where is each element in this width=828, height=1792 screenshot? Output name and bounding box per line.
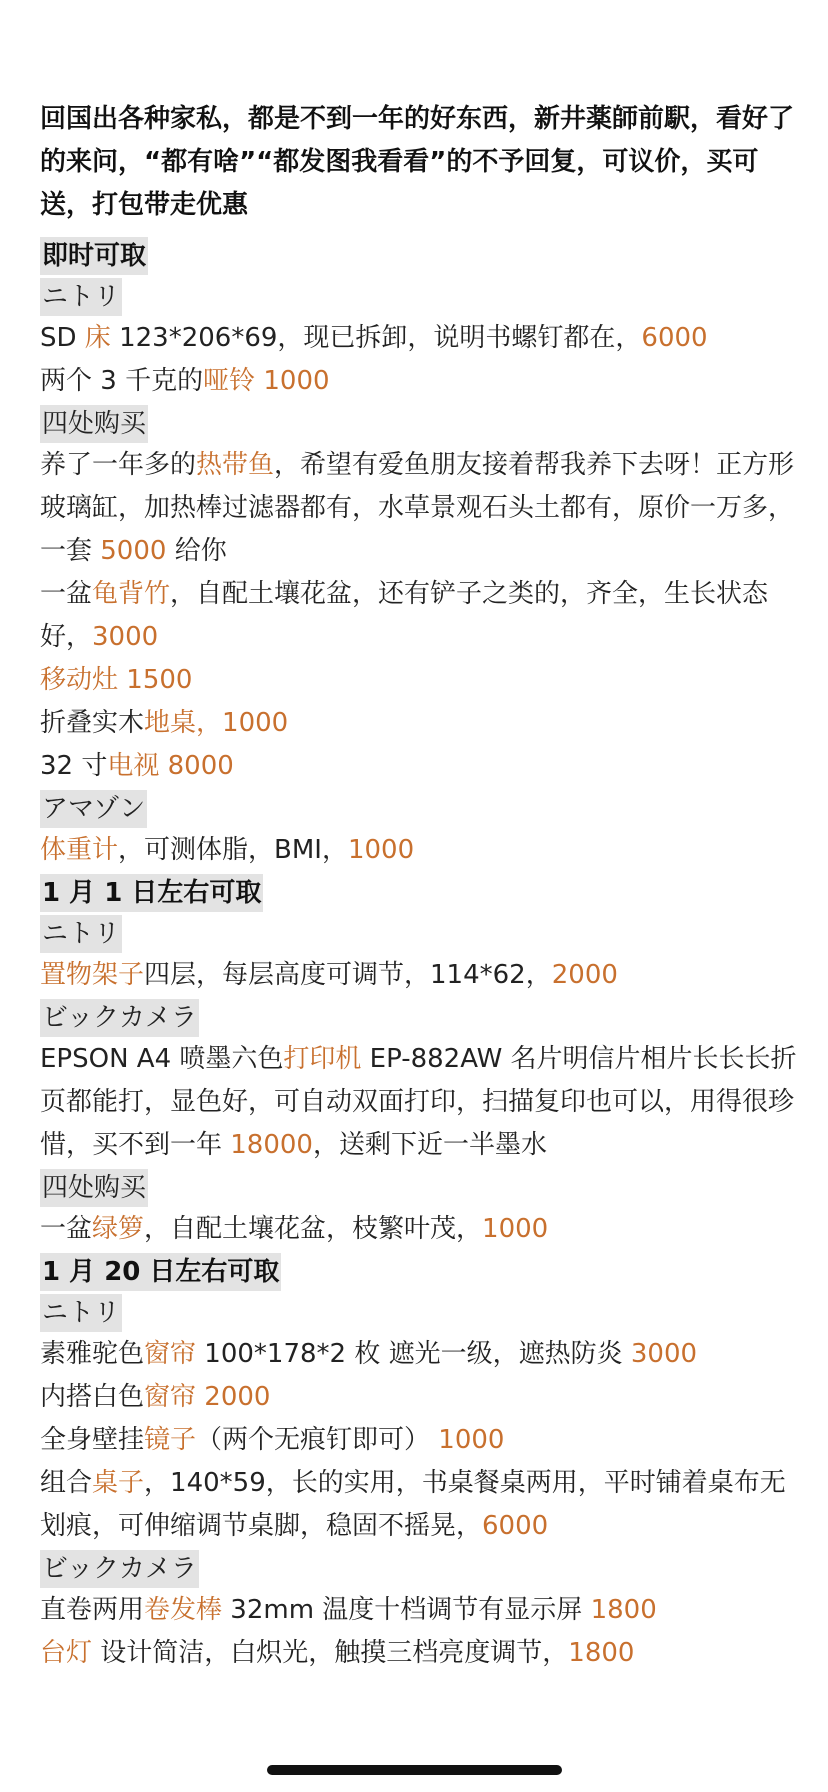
- intro-text: 回国出各种家私，都是不到一年的好东西，新井薬師前駅，看好了的来问，“都有啥”“都发图我看看”的不予回复，可议价，买可送，打包带走优惠: [40, 104, 795, 220]
- item-text: 给你: [166, 536, 227, 566]
- item-text: （两个无痕钉即可）: [196, 1425, 439, 1455]
- list-item: [40, 573, 800, 659]
- section-heading: 即时可取: [40, 237, 148, 275]
- highlighted-text: 热带鱼: [196, 450, 275, 480]
- item-text: 折叠实木: [40, 708, 145, 738]
- highlighted-text: 2000: [551, 960, 618, 990]
- item-text: 32mm 温度十档调节有显示屏: [222, 1595, 591, 1625]
- list-item: [40, 1589, 800, 1632]
- highlighted-text: 1800: [568, 1638, 635, 1668]
- item-text: ，自配土壤花盆，还有铲子之类的，齐全，生长状态好，: [40, 579, 769, 652]
- item-text: 一盆: [40, 579, 93, 609]
- highlighted-text: 桌子: [92, 1468, 145, 1498]
- list-item: [40, 829, 800, 872]
- highlighted-text: 18000: [230, 1130, 313, 1160]
- item-text: ，可测体脂，BMI，: [118, 835, 348, 865]
- store-label: ニトリ: [40, 1294, 122, 1332]
- sections-list: [40, 235, 800, 1675]
- item-text: 两个 3 千克的: [40, 366, 204, 396]
- highlighted-text: 1000: [222, 708, 289, 738]
- item-text: EP-882AW 名片明信片相片长长长折页都能打，显色好，可自动双面打印，扫描复印也可以，用得很珍惜，买不到一年: [40, 1044, 797, 1160]
- list-item: [40, 1376, 800, 1419]
- section: [40, 872, 800, 1251]
- highlighted-text: 置物架子: [40, 960, 145, 990]
- store-label: ビックカメラ: [40, 999, 199, 1037]
- item-text: 内搭白色: [40, 1382, 145, 1412]
- highlighted-text: 床: [84, 323, 111, 353]
- highlighted-text: 3000: [630, 1339, 698, 1369]
- highlighted-text: 1000: [438, 1425, 505, 1455]
- list-item: [40, 1419, 800, 1462]
- highlighted-text: 镜子: [144, 1425, 197, 1455]
- listing-post: [40, 98, 800, 1675]
- list-item: [40, 317, 800, 360]
- highlighted-text: 1500: [126, 665, 193, 695]
- highlighted-text: 移动灶: [40, 665, 119, 695]
- store-label: ビックカメラ: [40, 1550, 199, 1588]
- highlighted-text: 绿箩: [92, 1214, 145, 1244]
- highlighted-text: 3000: [92, 622, 159, 652]
- store-label: ニトリ: [40, 278, 122, 316]
- item-text: 一盆: [40, 1214, 93, 1244]
- item-text: [159, 751, 167, 781]
- section: [40, 235, 800, 872]
- highlighted-text: 台灯: [40, 1638, 93, 1668]
- item-text: ，140*59，长的实用，书桌餐桌两用，平时铺着桌布无划痕，可伸缩调节桌脚，稳固不摇晃，: [40, 1468, 786, 1541]
- highlighted-text: 窗帘: [144, 1382, 197, 1412]
- highlighted-text: 哑铃: [203, 366, 256, 396]
- highlighted-text: 打印机: [283, 1044, 362, 1074]
- section: [40, 1251, 800, 1675]
- list-item: [40, 954, 800, 997]
- item-text: SD: [40, 323, 85, 353]
- store-label: ニトリ: [40, 915, 122, 953]
- highlighted-text: 6000: [641, 323, 708, 353]
- highlighted-text: 电视: [107, 751, 160, 781]
- highlighted-text: 2000: [204, 1382, 271, 1412]
- highlighted-text: 5000: [100, 536, 167, 566]
- item-text: 32 寸: [40, 751, 108, 781]
- highlighted-text: 窗帘: [144, 1339, 197, 1369]
- section-heading: 1 月 1 日左右可取: [40, 874, 263, 912]
- highlighted-text: 1000: [263, 366, 330, 396]
- item-text: 123*206*69，现已拆卸，说明书螺钉都在，: [110, 323, 642, 353]
- item-text: EPSON A4 喷墨六色: [40, 1044, 284, 1074]
- list-item: [40, 702, 800, 745]
- item-text: 直卷两用: [40, 1595, 145, 1625]
- item-text: 全身壁挂: [40, 1425, 145, 1455]
- highlighted-text: 体重计: [40, 835, 119, 865]
- highlighted-text: 1000: [482, 1214, 549, 1244]
- list-item: [40, 1333, 800, 1376]
- list-item: [40, 745, 800, 788]
- store-label: 四处购买: [40, 405, 148, 443]
- highlighted-text: 1800: [590, 1595, 657, 1625]
- home-indicator[interactable]: [267, 1765, 562, 1775]
- list-item: [40, 1462, 800, 1548]
- item-text: 组合: [40, 1468, 93, 1498]
- highlighted-text: 地桌，: [144, 708, 223, 738]
- item-text: 四层，每层高度可调节，114*62，: [144, 960, 552, 990]
- item-text: ，自配土壤花盆，枝繁叶茂，: [144, 1214, 483, 1244]
- list-item: [40, 360, 800, 403]
- item-text: ，希望有爱鱼朋友接着帮我养下去呀！正方形玻璃缸，加热棒过滤器都有，水草景观石头土都有，原价一万多，一套: [40, 450, 795, 566]
- section-heading: 1 月 20 日左右可取: [40, 1253, 281, 1291]
- item-text: 设计简洁，白炽光，触摸三档亮度调节，: [92, 1638, 569, 1668]
- highlighted-text: 1000: [347, 835, 415, 865]
- list-item: [40, 1038, 800, 1167]
- highlighted-text: 6000: [482, 1511, 549, 1541]
- store-label: 四处购买: [40, 1169, 148, 1207]
- list-item: [40, 659, 800, 702]
- item-text: ，送剩下近一半墨水: [312, 1130, 547, 1160]
- store-label: アマゾン: [40, 790, 147, 828]
- highlighted-text: 卷发棒: [144, 1595, 223, 1625]
- item-text: 素雅驼色: [40, 1339, 145, 1369]
- item-text: 100*178*2 枚 遮光一级，遮热防炎: [196, 1339, 631, 1369]
- item-text: 养了一年多的: [40, 450, 197, 480]
- highlighted-text: 龟背竹: [92, 579, 171, 609]
- highlighted-text: 8000: [167, 751, 234, 781]
- list-item: [40, 444, 800, 573]
- list-item: [40, 1632, 800, 1675]
- list-item: [40, 1208, 800, 1251]
